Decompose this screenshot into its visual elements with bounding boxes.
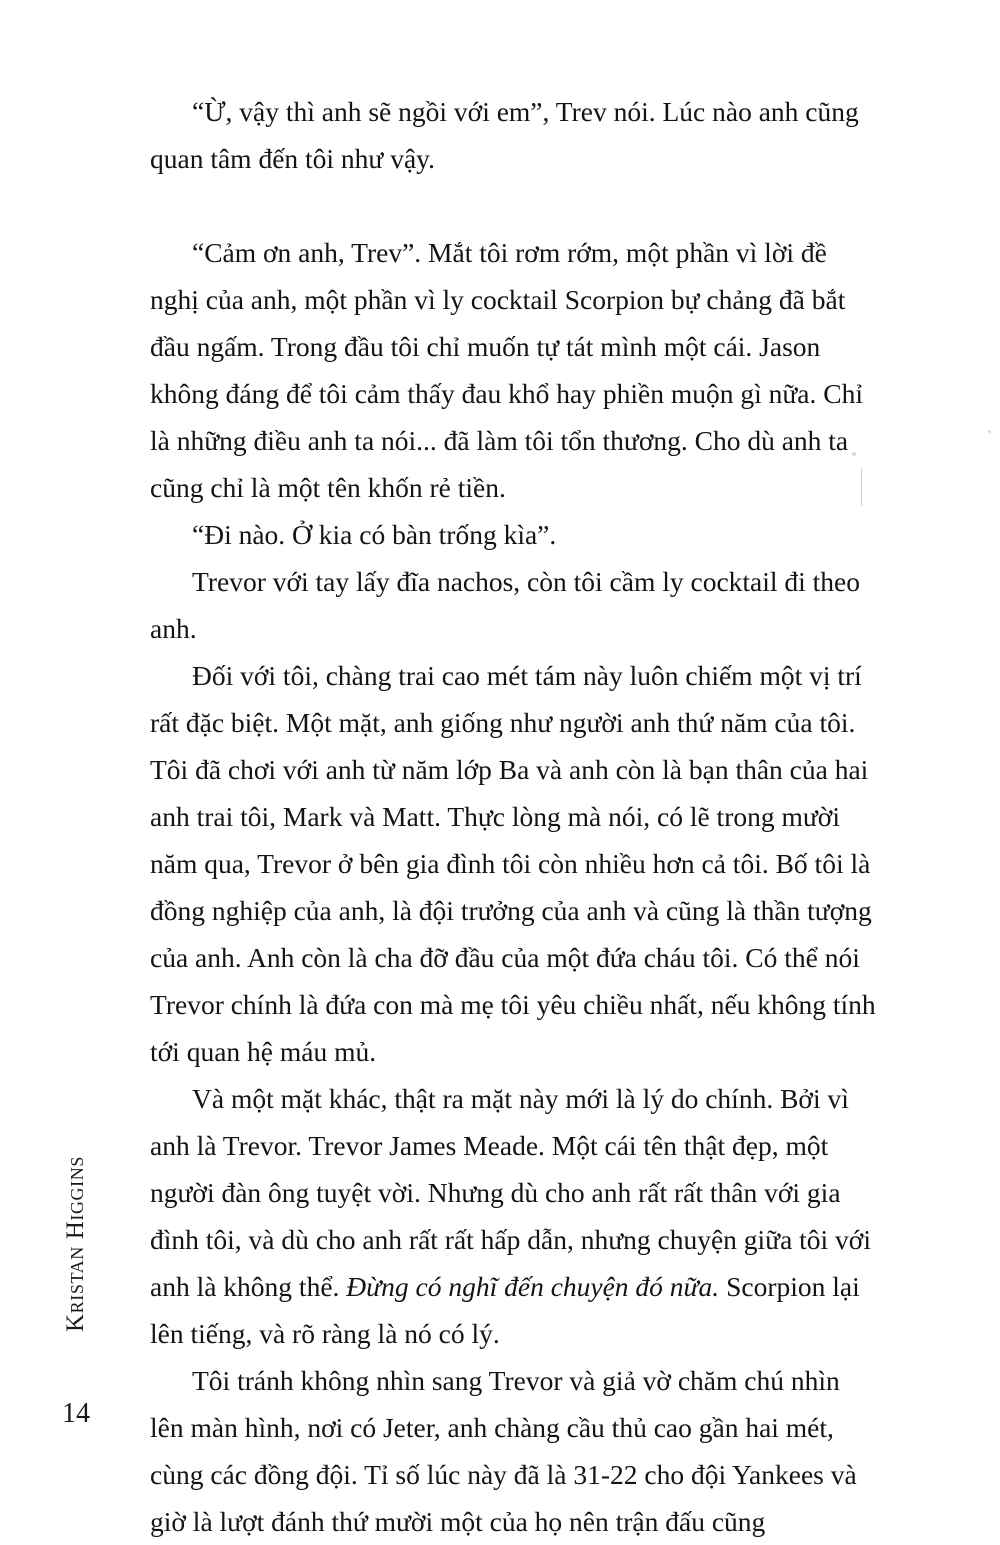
paragraph-text: Đối với tôi, chàng trai cao mét tám này luôn chiếm một vị trí rất đặc biệt. Một mặt, anh giống như người anh thứ năm của tôi. Tôi đã chơi với anh từ năm lớp Ba và anh còn là bạn thân của hai anh trai tôi, Mark và Matt. Thực lòng mà nói, có lẽ trong mười năm qua, Trevor ở bên gia đình tôi còn nhiều hơn cả tôi. Bố tôi là đồng nghiệp của anh, là đội trưởng của anh và cũng là thần tượng của anh. Anh còn là cha đỡ đầu của một đứa cháu tôi. Có thể nói Trevor chính là đứa con mà mẹ tôi yêu chiều nhất, nếu không tính tới quan hệ máu mủ. — [150, 660, 876, 1067]
scan-speck — [852, 452, 856, 456]
paragraph-text: Và một mặt khác, thật ra mặt này mới là lý do chính. Bởi vì anh là Trevor. Trevor James Meade. Một cái tên thật đẹp, một người đàn ông tuyệt vời. Nhưng dù cho anh rất rất thân với gia đình tôi, và dù cho anh rất rất hấp dẫn, nhưng chuyện giữa tôi với anh là không thể. — [150, 1083, 871, 1302]
paragraph-text: “Ừ, vậy thì anh sẽ ngồi với em”, Trev nói. Lúc nào anh cũng quan tâm đến tôi như vậy. — [150, 96, 859, 174]
emphasis-text: Đừng có nghĩ đến chuyện đó nữa. — [346, 1271, 720, 1302]
paragraph-text: “Cảm ơn anh, Trev”. Mắt tôi rơm rớm, một phần vì lời đề nghị của anh, một phần vì ly cocktail Scorpion bự chảng đã bắt đầu ngấm. Trong đầu tôi chỉ muốn tự tát mình một cái. Jason không đáng để tôi cảm thấy đau khổ hay phiền muộn gì nữa. Chỉ là những điều anh ta nói... đã làm tôi tổn thương. Cho dù anh ta cũng chỉ là một tên khốn rẻ tiền. — [150, 237, 863, 503]
body-paragraph — [150, 88, 880, 182]
body-paragraph — [150, 652, 880, 1075]
body-paragraph — [150, 229, 880, 511]
paragraph-text: “Đi nào. Ở kia có bàn trống kìa”. — [192, 519, 557, 550]
body-paragraph — [150, 558, 880, 652]
scan-hairline — [861, 468, 862, 506]
body-paragraph — [150, 1075, 880, 1357]
scan-speck — [988, 430, 991, 433]
page-side-matter — [46, 1140, 106, 1480]
page-number: 14 — [62, 1398, 90, 1429]
body-paragraph — [150, 511, 880, 558]
paragraph-text: Trevor với tay lấy đĩa nachos, còn tôi cầm ly cocktail đi theo anh. — [150, 566, 861, 644]
body-paragraph — [150, 1357, 880, 1545]
running-head-author: Kristan Higgins — [62, 1156, 89, 1332]
body-text-column — [150, 88, 880, 1545]
paragraph-text: Scorpion lại lên tiếng, và rõ ràng là nó có lý. — [150, 1271, 860, 1349]
paragraph-text: Tôi tránh không nhìn sang Trevor và giả vờ chăm chú nhìn lên màn hình, nơi có Jeter, anh chàng cầu thủ cao gần hai mét, cùng các đồng đội. Tỉ số lúc này đã là 31-22 cho đội Yankees và giờ là lượt đánh thứ mười một của họ nên trận đấu cũng — [150, 1365, 857, 1537]
